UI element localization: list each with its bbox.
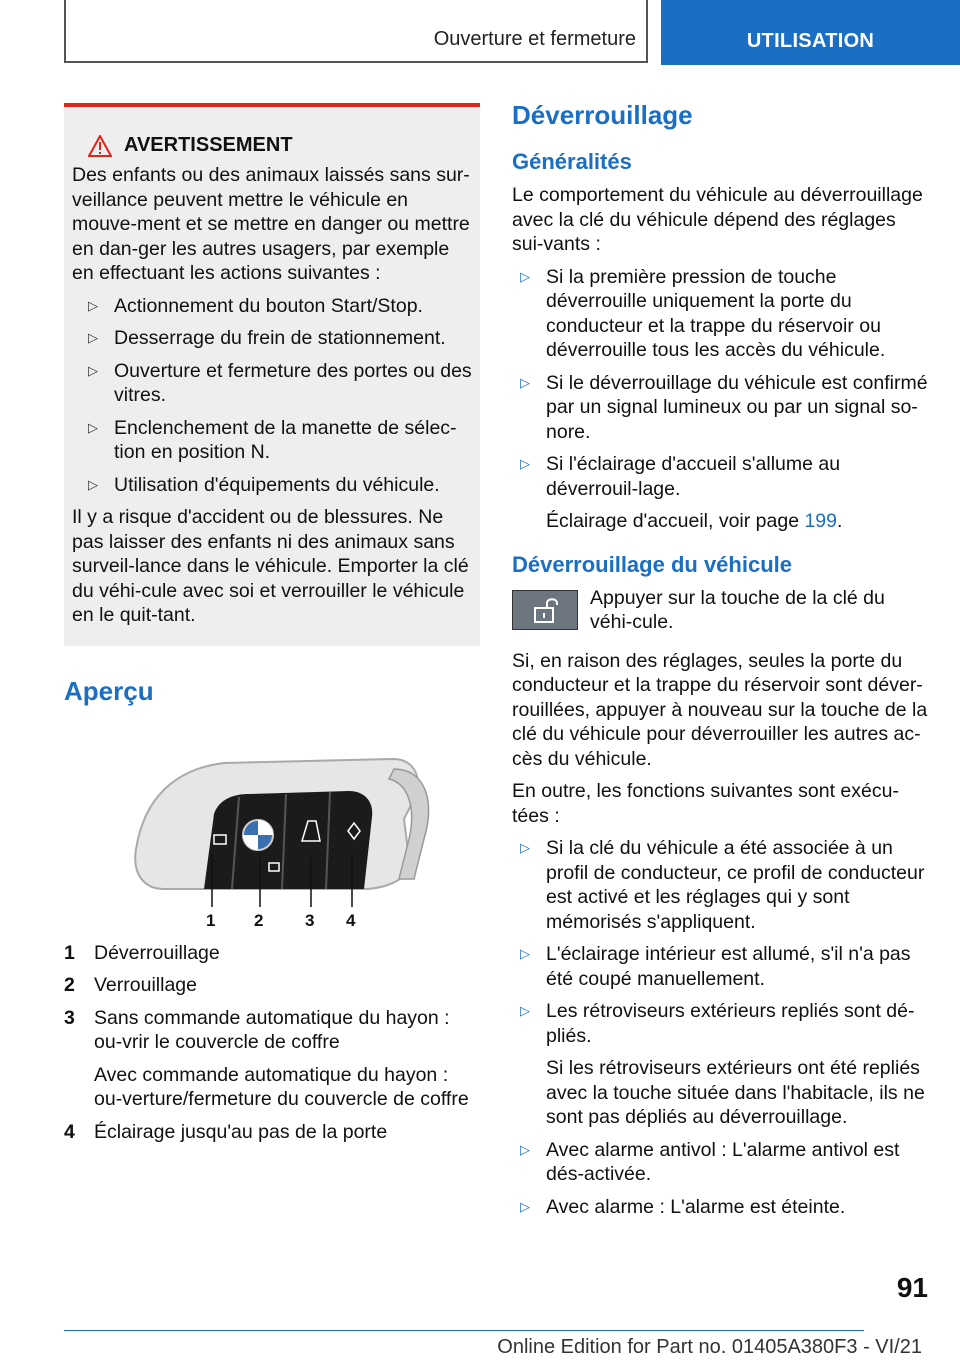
bullet-triangle-icon: ▷ <box>88 297 98 313</box>
list-item-text: Avec alarme antivol : L'alarme antivol est dés-activée. <box>546 1138 900 1185</box>
generalites-paragraph: Le comportement du véhicule au déverrouillage avec la clé du véhicule dépend des réglages sui-vants : <box>512 184 923 255</box>
legend-item <box>64 1006 480 1112</box>
unlock-text: Appuyer sur la touche de la clé du véhi-cule. <box>590 586 885 633</box>
warning-box <box>64 103 480 646</box>
functions-list <box>512 836 932 1219</box>
list-item <box>512 1195 932 1220</box>
list-item-text: Ouverture et fermeture des portes ou des vitres. <box>114 359 472 406</box>
callout-1: 1 <box>206 910 216 930</box>
bullet-triangle-icon: ▷ <box>520 946 530 961</box>
list-item-text: Enclenchement de la manette de sélec-tion en position N. <box>114 416 457 463</box>
apercu-heading: Aperçu <box>64 675 154 706</box>
bullet-triangle-icon: ▷ <box>520 268 530 284</box>
warning-outro: Il y a risque d'accident ou de blessures. Ne pas laisser des enfants ni des animaux sans surveil-lance dans le véhicule. Emporter la clé du véhi-cule avec soi et verrouiller le véhicule en le quit-tant. <box>72 506 469 626</box>
right-column <box>512 100 932 1227</box>
legend-text: Verrouillage <box>94 974 197 996</box>
cross-reference <box>546 509 932 534</box>
bullet-triangle-icon: ▷ <box>88 362 98 378</box>
legend-list <box>64 941 480 1145</box>
bullet-triangle-icon: ▷ <box>520 374 530 390</box>
list-item <box>512 942 932 991</box>
cross-reference-text: Éclairage d'accueil, voir page <box>546 510 805 532</box>
list-item <box>80 326 472 351</box>
bullet-triangle-icon: ▷ <box>88 476 98 492</box>
list-item <box>512 371 932 445</box>
warning-intro: Des enfants ou des animaux laissés sans sur-veillance peuvent mettre le véhicule en mouve-ment et se mettre en danger ou mettre en dan-ger les autres usagers, par exemple en effectuant les actions suivantes : <box>72 164 470 284</box>
list-item <box>512 836 932 934</box>
legend-item <box>64 973 480 998</box>
list-item <box>80 416 472 465</box>
car-key-icon <box>64 739 480 929</box>
list-item-subtext: Si les rétroviseurs extérieurs ont été repliés avec la touche située dans l'habitacle, ils ne sont pas dépliés au déverrouillage. <box>546 1057 925 1128</box>
bullet-triangle-icon: ▷ <box>520 456 530 471</box>
bullet-triangle-icon: ▷ <box>520 1003 530 1018</box>
legend-text: Déverrouillage <box>94 941 220 964</box>
list-item <box>80 473 472 498</box>
list-item <box>512 1138 932 1187</box>
legend-number: 4 <box>64 1120 75 1143</box>
unlock-button-symbol <box>512 590 578 630</box>
list-item-text: Actionnement du bouton Start/Stop. <box>114 294 423 317</box>
legend-item <box>64 941 480 966</box>
unlock-paragraph: Si, en raison des réglages, seules la porte du conducteur et la trappe du réservoir sont déver-rouillées, appuyer à nouveau sur la touche de la clé du véhicule pour déverrouiller les autres ac-cès du véhicule. <box>512 649 928 770</box>
legend-text: Éclairage jusqu'au pas de la porte <box>94 1120 388 1143</box>
callout-2: 2 <box>254 910 264 930</box>
left-column <box>64 103 480 1152</box>
chapter-tab[interactable]: UTILISATION <box>661 0 960 65</box>
list-item <box>80 359 472 408</box>
bullet-triangle-icon: ▷ <box>520 1198 530 1214</box>
list-item-text: Si la clé du véhicule a été associée à un profil de conducteur, ce profil de conducteur est activé et les réglages qui y sont mémorisés s'appliquent. <box>546 837 925 933</box>
legend-number: 1 <box>64 941 75 964</box>
list-item-text: Si la première pression de touche déverrouille uniquement la porte du conducteur et la trappe du réservoir ou déverrouille tous les accès du véhicule. <box>546 265 886 361</box>
warning-title <box>88 134 472 157</box>
bullet-triangle-icon: ▷ <box>88 330 98 345</box>
bullet-triangle-icon: ▷ <box>88 419 98 435</box>
list-item <box>80 294 472 319</box>
list-item-text: Si le déverrouillage du véhicule est confirmé par un signal lumineux ou par un signal so-nore. <box>546 371 928 443</box>
warning-triangle-icon <box>88 135 112 157</box>
section-title: Ouverture et fermeture <box>433 28 636 50</box>
vehicle-unlock-heading: Déverrouillage du véhicule <box>512 551 792 577</box>
list-item-text: Utilisation d'équipements du véhicule. <box>114 473 440 496</box>
callout-3: 3 <box>305 910 315 930</box>
list-item <box>512 452 932 534</box>
list-item-text: Si l'éclairage d'accueil s'allume au déverrouil-lage. <box>546 453 841 500</box>
deverrouillage-heading: Déverrouillage <box>512 100 693 130</box>
legend-item <box>64 1120 480 1145</box>
page-link[interactable]: 199 <box>804 510 837 532</box>
footer-rule <box>64 1330 864 1331</box>
generalites-heading: Généralités <box>512 149 632 174</box>
unlock-padlock-icon <box>530 596 560 624</box>
unlock-instruction <box>512 586 932 635</box>
warning-title-text: AVERTISSEMENT <box>124 134 293 156</box>
warning-list <box>80 294 472 498</box>
list-item-text: L'éclairage intérieur est allumé, s'il n'a pas été coupé manuellement. <box>546 943 911 990</box>
bullet-triangle-icon: ▷ <box>520 840 530 855</box>
list-item-text: Avec alarme : L'alarme est éteinte. <box>546 1195 846 1218</box>
footer-edition: Online Edition for Part no. 01405A380F3 - VI/21 <box>497 1336 922 1358</box>
list-item <box>512 265 932 363</box>
callout-4: 4 <box>346 910 356 930</box>
functions-intro: En outre, les fonctions suivantes sont exécu-tées : <box>512 780 899 827</box>
legend-number: 3 <box>64 1006 75 1029</box>
page-number: 91 <box>896 1272 928 1303</box>
bullet-triangle-icon: ▷ <box>520 1141 530 1157</box>
list-item-text: Les rétroviseurs extérieurs repliés sont dé-pliés. <box>546 1000 915 1047</box>
cross-reference-period: . <box>837 510 843 532</box>
legend-text: Sans commande automatique du hayon : ou-vrir le couvercle de coffre <box>94 1006 450 1053</box>
list-item <box>512 999 932 1130</box>
settings-list <box>512 265 932 534</box>
legend-subtext: Avec commande automatique du hayon : ou-verture/fermeture du couvercle de coffre <box>94 1063 469 1110</box>
legend-number: 2 <box>64 974 75 996</box>
list-item-text: Desserrage du frein de stationnement. <box>114 327 446 349</box>
car-key-figure <box>64 739 480 929</box>
